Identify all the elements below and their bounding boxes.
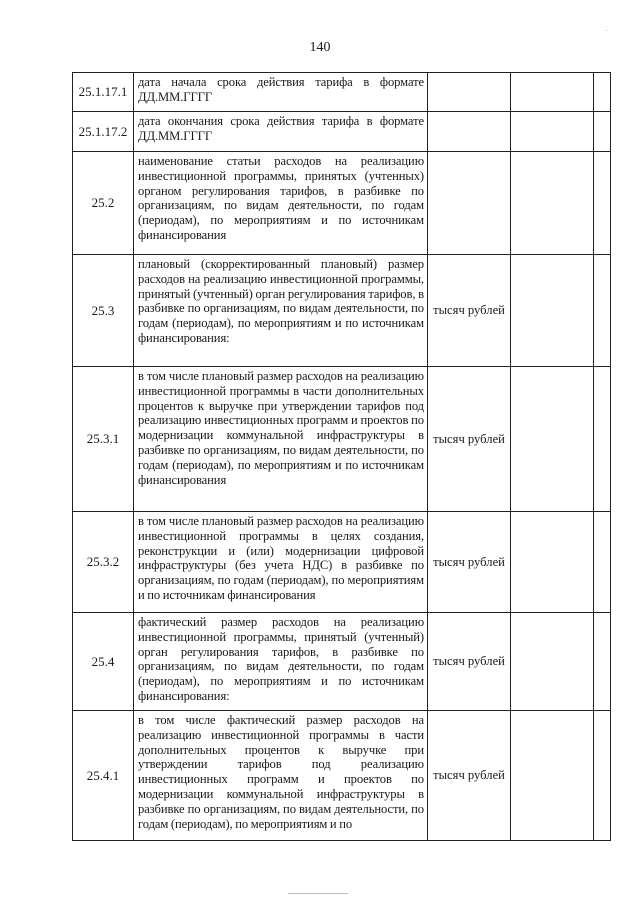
row-unit: тысяч рублей bbox=[428, 512, 511, 613]
row-number: 25.1.17.2 bbox=[73, 112, 134, 152]
row-empty-cell bbox=[511, 152, 594, 255]
row-unit bbox=[428, 152, 511, 255]
scan-speck bbox=[606, 30, 607, 31]
row-description-cell bbox=[134, 367, 428, 512]
row-description-cell bbox=[134, 112, 428, 152]
row-description: в том числе фактический размер расходов на реализацию инвестиционной программы в части дополнительных процентов к выручке при утверждении тарифов под реализацию инвестиционных программ и проектов по модернизации коммунальной инфраструктуры в разбивке по организациям, по видам деятельности, по годам (периодам), по мероприятиям и по bbox=[138, 713, 424, 831]
row-empty-cell bbox=[511, 255, 594, 367]
page-number: 140 bbox=[309, 40, 331, 55]
row-description: наименование статьи расходов на реализацию инвестиционной программы, принятых (учтенных) органом регулирования тарифов, в разбивке по организациям, по видам деятельности, по годам (периодам), по мероприятиям и по источникам финансирования bbox=[138, 154, 424, 242]
row-empty-cell bbox=[594, 613, 611, 711]
row-description: фактический размер расходов на реализацию инвестиционной программы, принятый (учтенный) орган регулирования тарифов, в разбивке по организациям, по видам деятельности, по годам (периодам), по мероприятиям и по источникам финансирования: bbox=[138, 615, 424, 703]
table-row bbox=[73, 613, 611, 711]
row-empty-cell bbox=[594, 255, 611, 367]
row-number: 25.4 bbox=[73, 613, 134, 711]
row-number: 25.3.1 bbox=[73, 367, 134, 512]
row-description-cell bbox=[134, 73, 428, 112]
row-description: в том числе плановый размер расходов на реализацию инвестиционной программы в части дополнительных процентов к выручке при утверждении тарифов под реализацию инвестиционных программ и проектов по модернизации коммунальной инфраструктуры в разбивке по организациям, по видам деятельности, по годам (периодам), по мероприятиям и по источникам финансирования bbox=[138, 369, 424, 487]
row-empty-cell bbox=[511, 73, 594, 112]
row-unit: тысяч рублей bbox=[428, 711, 511, 841]
row-description-cell bbox=[134, 613, 428, 711]
row-empty-cell bbox=[594, 512, 611, 613]
row-empty-cell bbox=[594, 73, 611, 112]
row-description-cell bbox=[134, 512, 428, 613]
row-number: 25.1.17.1 bbox=[73, 73, 134, 112]
row-unit: тысяч рублей bbox=[428, 367, 511, 512]
row-description: плановый (скорректированный плановый) размер расходов на реализацию инвестиционной программы, принятый (учтенный) орган регулирования тарифов, в разбивке по организациям, по видам деятельности, по годам (периодам), по мероприятиям и по источникам финансирования: bbox=[138, 257, 424, 345]
row-empty-cell bbox=[594, 152, 611, 255]
row-description-cell bbox=[134, 711, 428, 841]
row-empty-cell bbox=[594, 367, 611, 512]
row-description-cell bbox=[134, 152, 428, 255]
row-empty-cell bbox=[511, 367, 594, 512]
indicator-table bbox=[72, 72, 611, 841]
scan-speck bbox=[288, 893, 348, 894]
row-description: в том числе плановый размер расходов на реализацию инвестиционной программы в целях создания, реконструкции и (или) модернизации цифровой инфраструктуры (без учета НДС) в разбивке по организациям, по годам (периодам), по мероприятиям и по источникам финансирования bbox=[138, 514, 424, 602]
row-empty-cell bbox=[594, 112, 611, 152]
row-unit bbox=[428, 73, 511, 112]
row-number: 25.2 bbox=[73, 152, 134, 255]
table-row bbox=[73, 711, 611, 841]
table-row bbox=[73, 73, 611, 112]
row-description: дата начала срока действия тарифа в формате ДД.ММ.ГГГГ bbox=[138, 75, 424, 104]
table-row bbox=[73, 367, 611, 512]
row-number: 25.3.2 bbox=[73, 512, 134, 613]
row-empty-cell bbox=[511, 613, 594, 711]
row-empty-cell bbox=[511, 711, 594, 841]
row-description-cell bbox=[134, 255, 428, 367]
row-empty-cell bbox=[511, 512, 594, 613]
row-number: 25.4.1 bbox=[73, 711, 134, 841]
table-row bbox=[73, 512, 611, 613]
row-unit: тысяч рублей bbox=[428, 613, 511, 711]
table-row bbox=[73, 152, 611, 255]
row-empty-cell bbox=[594, 711, 611, 841]
table-row bbox=[73, 112, 611, 152]
row-unit: тысяч рублей bbox=[428, 255, 511, 367]
row-empty-cell bbox=[511, 112, 594, 152]
row-description: дата окончания срока действия тарифа в формате ДД.ММ.ГГГГ bbox=[138, 114, 424, 143]
row-unit bbox=[428, 112, 511, 152]
table-row bbox=[73, 255, 611, 367]
row-number: 25.3 bbox=[73, 255, 134, 367]
